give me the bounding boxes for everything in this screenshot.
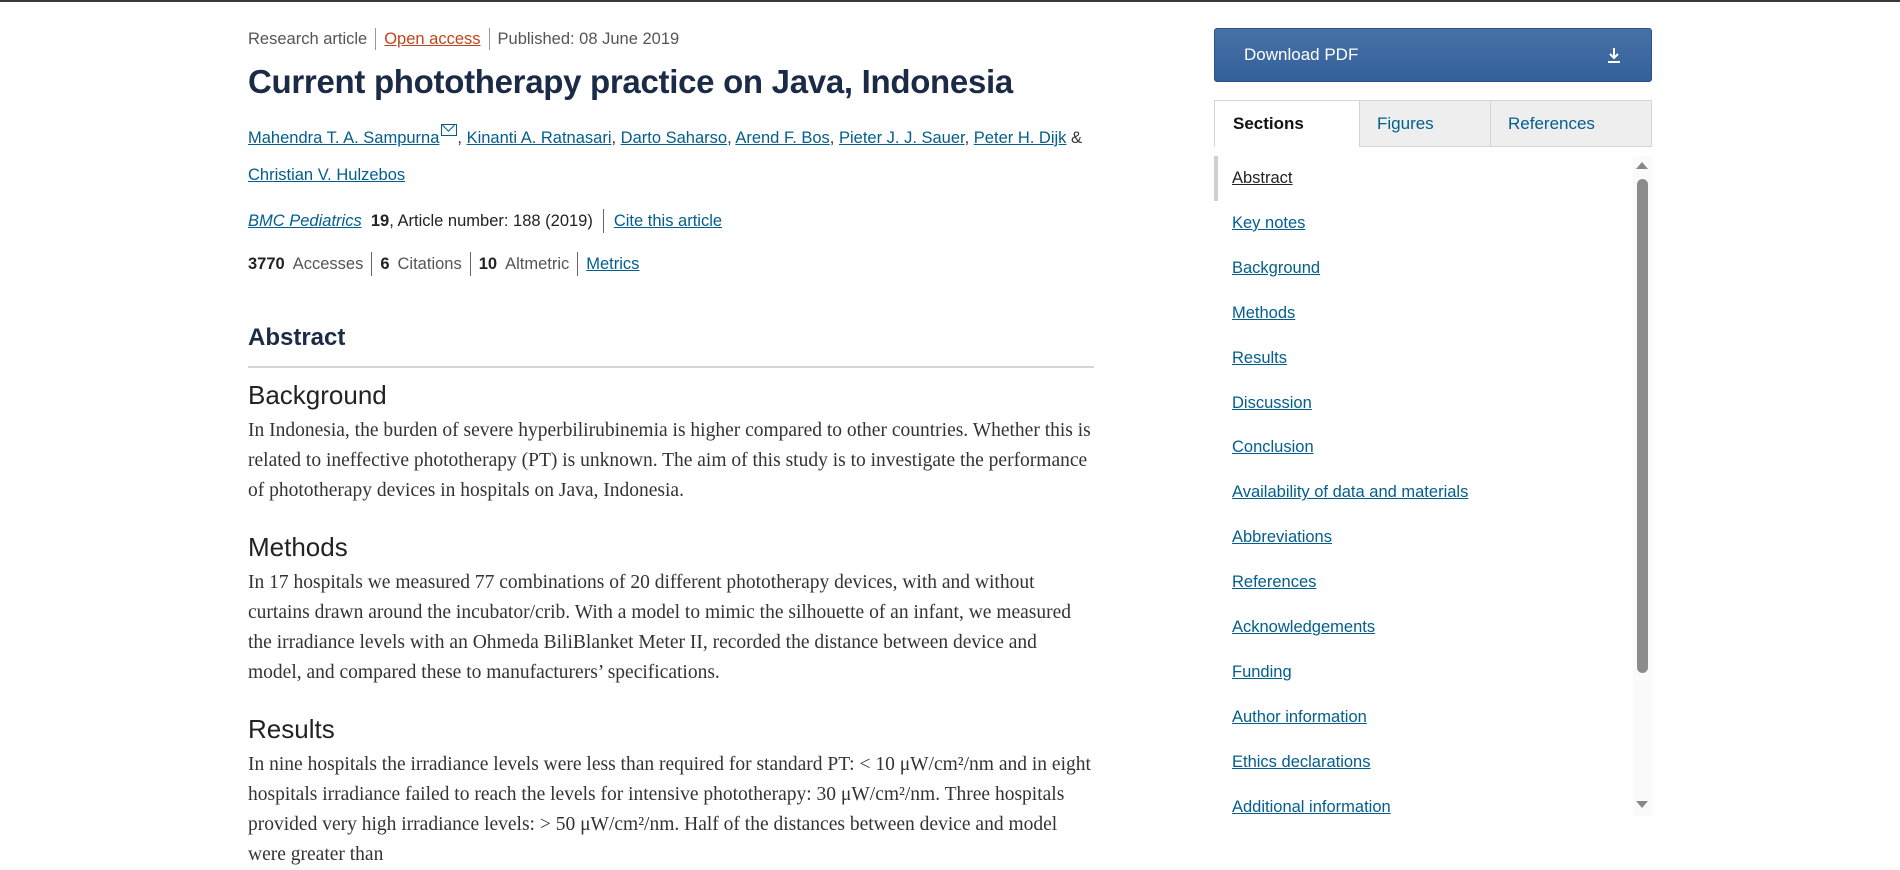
background-heading: Background [248,380,387,410]
abstract-heading: Abstract [248,324,346,351]
download-icon [1607,47,1621,63]
divider [577,252,578,276]
sidebar-item-ethics-declarations[interactable]: Ethics declarations [1232,752,1371,771]
current-section-indicator [1214,156,1218,201]
metrics-bar [248,249,1094,279]
author-link[interactable]: Kinanti A. Ratnasari [466,129,612,147]
sidebar-item-availability-of-data-and-materials[interactable]: Availability of data and materials [1232,483,1469,502]
scroll-down-icon[interactable] [1636,801,1648,808]
cite-link[interactable]: Cite this article [613,211,723,230]
author-link[interactable]: Christian V. Hulzebos [248,166,406,184]
scroll-up-icon[interactable] [1636,162,1648,169]
citations-count: 6 [380,254,390,273]
author-link[interactable]: Mahendra T. A. Sampurna [248,129,440,147]
results-text: In nine hospitals the irradiance levels were less than required for standard PT: < 10 μW/cm²/nm and in eight hospitals irradiance failed to reach the levels for intensive phototherapy: 30 μW/cm²/nm. Three hospitals provided very high irradiance levels: > 50 μW/cm²/nm. Half of the distances between device and model were greater than [248,754,1091,865]
published-date: Published: 08 June 2019 [489,28,688,50]
journal-link[interactable]: BMC Pediatrics [248,211,362,230]
section-rule [248,366,1094,368]
sidebar-item-funding[interactable]: Funding [1232,662,1292,681]
volume: 19 [370,211,390,230]
email-icon[interactable] [441,124,457,136]
sidebar [1214,28,1652,816]
sidebar-item-abbreviations[interactable]: Abbreviations [1232,528,1332,547]
article-number: , Article number: 188 (2019) [389,211,593,230]
download-label: Download PDF [1244,45,1359,64]
author-link[interactable]: Darto Saharso [620,129,728,147]
sidebar-item-acknowledgements[interactable]: Acknowledgements [1232,618,1376,636]
article-type: Research article [248,30,368,48]
sidebar-item-author-information[interactable]: Author information [1232,707,1367,726]
sidebar-item-discussion[interactable]: Discussion [1232,393,1312,412]
tab-sections[interactable]: Sections [1214,100,1359,147]
accesses-label: Accesses [292,254,364,273]
citations-label: Citations [397,254,462,273]
sidebar-item-additional-information[interactable]: Additional information [1232,797,1391,816]
sidebar-item-conclusion[interactable]: Conclusion [1232,438,1314,457]
top-border [0,0,1900,2]
sidebar-item-results[interactable]: Results [1232,348,1288,367]
scrollbar[interactable] [1633,156,1652,816]
author-link[interactable]: Arend F. Bos [735,129,830,147]
scrollbar-thumb[interactable] [1637,179,1648,673]
tab-figures[interactable]: Figures [1359,100,1491,147]
altmetric-count: 10 [478,254,498,273]
divider [470,252,471,276]
article-main [248,24,1094,870]
sidebar-tabs [1214,100,1652,147]
sidebar-item-abstract[interactable]: Abstract [1232,169,1293,187]
sections-list [1214,156,1652,816]
author-link[interactable]: Pieter J. J. Sauer [838,129,965,147]
altmetric-label: Altmetric [505,254,570,273]
methods-heading: Methods [248,532,348,562]
journal-info [248,206,1094,236]
sidebar-item-references[interactable]: References [1232,573,1317,592]
sidebar-item-key-notes[interactable]: Key notes [1232,213,1306,232]
page-title: Current phototherapy practice on Java, Indonesia [248,63,1013,100]
sidebar-item-background[interactable]: Background [1232,258,1321,277]
results-heading: Results [248,714,335,744]
tab-references[interactable]: References [1491,100,1652,147]
open-access-link[interactable]: Open access [375,28,488,50]
divider [603,209,604,233]
accesses-count: 3770 [248,254,285,273]
methods-text: In 17 hospitals we measured 77 combinations of 20 different phototherapy devices, with and without curtains drawn around the incubator/crib. With a model to mimic the silhouette of an infant, we measured the irradiance levels with an Ohmeda BiliBlanket Meter II, recorded the distance between device and model, and compared these to manufacturers’ specifications. [248,572,1072,683]
background-text: In Indonesia, the burden of severe hyperbilirubinemia is higher compared to other countries. Whether this is related to ineffective phototherapy (PT) is unknown. The aim of this study is to investigate the performance of phototherapy devices in hospitals on Java, Indonesia. [248,420,1091,501]
author-link[interactable]: Peter H. Dijk [973,129,1067,147]
divider [371,252,372,276]
metrics-link[interactable]: Metrics [586,254,640,273]
article-meta [248,24,1094,54]
author-list: Mahendra T. A. Sampurna , Kinanti A. Ratnasari, Darto Saharso, Arend F. Bos, Pieter J. J. Sauer, Peter H. Dijk & Christian V. Hulzebos [248,120,1094,194]
sidebar-item-methods[interactable]: Methods [1232,303,1296,322]
download-pdf-button[interactable] [1214,28,1652,82]
